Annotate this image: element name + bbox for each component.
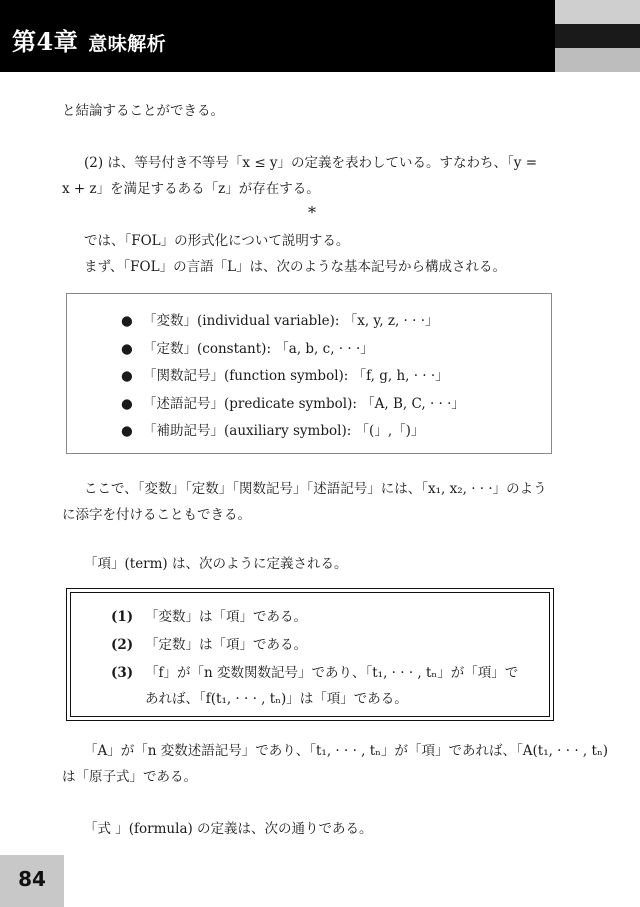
paragraph-subscripts-line1: ここで、「変数」「定数」「関数記号」「述語記号」には、「x₁, x₂, · · ·」のよう	[84, 481, 547, 497]
page-number-box	[0, 855, 64, 907]
paragraph-atomic-formula-line2: は「原子式」である。	[62, 769, 197, 785]
item-number: (3)	[111, 665, 134, 681]
header-tab-decoration-middle	[555, 24, 640, 48]
section-separator: *	[308, 203, 316, 222]
item-text: 「変数」は「項」である。	[145, 609, 307, 625]
paragraph-inequality-line2: x + z」を満足するある「z」が存在する。	[62, 181, 320, 197]
definition-item	[111, 631, 518, 659]
paragraph-atomic-formula-line1: 「A」が「n 変数述語記号」であり、「t₁, · · · , tₙ」が「項」であれば、「A(t₁, · · · , tₙ)	[84, 743, 609, 759]
paragraph-formula-intro: 「式 」(formula) の定義は、次の通りである。	[84, 821, 373, 837]
page-number: 84	[18, 867, 46, 891]
list-item-text: 「述語記号」(predicate symbol): 「A, B, C, · · ·」	[143, 395, 465, 412]
bullet-icon: ●	[121, 368, 133, 384]
paragraph-conclusion: と結論することができる。	[62, 103, 224, 119]
list-item	[121, 418, 465, 446]
item-text-continuation: あれば、「f(t₁, · · · , tₙ)」は「項」である。	[145, 691, 408, 707]
header-tab-decoration-top	[555, 0, 640, 24]
bullet-icon: ●	[121, 313, 133, 329]
bullet-icon: ●	[121, 340, 133, 357]
chapter-title: 意味解析	[88, 33, 167, 55]
chapter-header	[0, 0, 555, 72]
paragraph-subscripts-line2: に添字を付けることもできる。	[62, 507, 251, 523]
bullet-icon: ●	[121, 395, 133, 412]
paragraph-language-intro: まず、「FOL」の言語「L」は、次のような基本記号から構成される。	[84, 259, 507, 275]
item-number: (1)	[111, 609, 134, 625]
list-item	[121, 336, 465, 364]
list-item-text: 「変数」(individual variable): 「x, y, z, · · ·」	[143, 313, 439, 329]
definition-item	[111, 603, 518, 631]
chapter-heading	[12, 22, 166, 57]
list-item	[121, 391, 465, 419]
paragraph-fol-intro: では、「FOL」の形式化について説明する。	[84, 233, 350, 249]
definition-item	[111, 659, 518, 713]
term-definition-list	[111, 603, 518, 713]
list-item	[121, 308, 465, 336]
header-tab-decoration-bottom	[555, 48, 640, 72]
item-text: 「f」が「n 変数関数記号」であり、「t₁, · · · , tₙ」が「項」で	[145, 665, 519, 681]
bullet-icon: ●	[121, 423, 133, 439]
paragraph-inequality-line1: (2) は、等号付き不等号「x ≤ y」の定義を表わしている。すなわち、「y =	[84, 155, 538, 171]
item-text: 「定数」は「項」である。	[145, 637, 307, 653]
list-item	[121, 363, 465, 391]
basic-symbols-box	[66, 293, 552, 454]
term-definition-box	[66, 588, 554, 721]
list-item-text: 「関数記号」(function symbol): 「f, g, h, · · ·」	[143, 368, 449, 384]
chapter-label: 第4章	[12, 27, 79, 56]
item-number: (2)	[111, 637, 134, 653]
list-item-text: 「定数」(constant): 「a, b, c, · · ·」	[143, 340, 374, 357]
basic-symbols-list	[121, 308, 465, 446]
paragraph-term-intro: 「項」(term) は、次のように定義される。	[84, 556, 348, 572]
list-item-text: 「補助記号」(auxiliary symbol): 「(」,「)」	[143, 423, 425, 439]
